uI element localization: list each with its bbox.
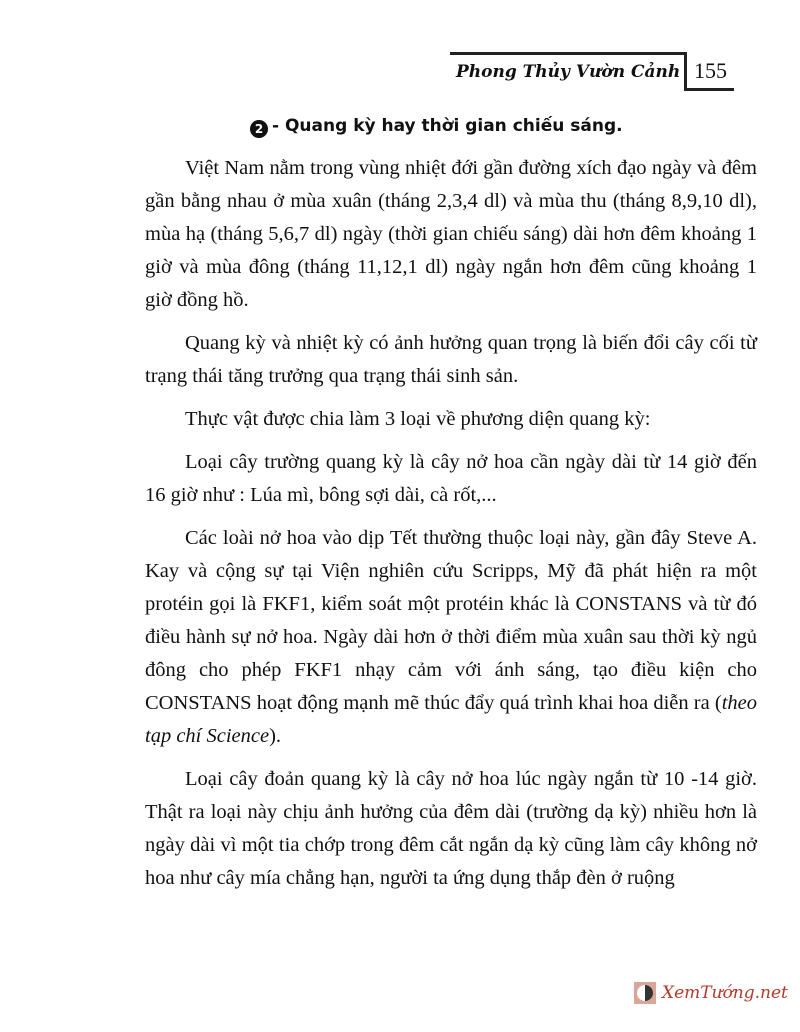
- header-rule-bottom: [684, 88, 734, 91]
- paragraph: Loại cây trường quang kỳ là cây nở hoa cần ngày dài từ 14 giờ đến 16 giờ như : Lúa mì, bông sợi dài, cà rốt,...: [145, 451, 757, 506]
- header-rule-vertical: [684, 52, 687, 90]
- yin-yang-icon: [634, 982, 656, 1004]
- paragraph: Việt Nam nằm trong vùng nhiệt đới gần đường xích đạo ngày và đêm gần bằng nhau ở mùa xuân (tháng 2,3,4 dl) và mùa thu (tháng 8,9,10 dl), mùa hạ (tháng 5,6,7 dl) ngày (thời gian chiếu sáng) dài hơn đêm khoảng 1 giờ và mùa đông (tháng 11,12,1 dl) ngày ngắn hơn đêm cũng khoảng 1 giờ đồng hồ.: [145, 157, 757, 311]
- paren-open: (: [714, 692, 722, 714]
- paragraph: [145, 522, 757, 753]
- paragraph: Loại cây đoản quang kỳ là cây nở hoa lúc ngày ngắn từ 10 -14 giờ. Thật ra loại này chịu ảnh hưởng của đêm dài (trường dạ kỳ) nhiều hơn là ngày dài vì một tia chớp trong đêm cắt ngắn dạ kỳ cũng làm cây không nở hoa như cây mía chẳng hạn, người ta ứng dụng thắp đèn ở ruộng: [145, 768, 757, 889]
- page-number: 155: [694, 58, 727, 83]
- watermark: [634, 982, 788, 1004]
- watermark-text: XemTướng.net: [662, 983, 788, 1003]
- section-heading-text: - Quang kỳ hay thời gian chiếu sáng.: [272, 116, 623, 136]
- section-heading: [250, 116, 623, 138]
- paragraph: Quang kỳ và nhiệt kỳ có ảnh hưởng quan trọng là biến đổi cây cối từ trạng thái tăng trưởng qua trạng thái sinh sản.: [145, 332, 757, 387]
- running-header: [450, 52, 730, 97]
- body-text: [145, 152, 757, 905]
- paren-close: ).: [269, 725, 282, 747]
- number-bullet-icon: 2: [250, 120, 268, 138]
- citation: theo tạp chí Science: [145, 692, 757, 747]
- paragraph-text: Các loài nở hoa vào dịp Tết thường thuộc loại này, gần đây Steve A. Kay và cộng sự tại Viện nghiên cứu Scripps, Mỹ đã phát hiện ra một protéin gọi là FKF1, kiểm soát một protéin khác là CONSTANS và từ đó điều hành sự nở hoa. Ngày dài hơn ở thời điểm mùa xuân sau thời kỳ ngủ đông cho phép FKF1 nhạy cảm với ánh sáng, tạo điều kiện cho CONSTANS hoạt động mạnh mẽ thúc đẩy quá trình khai hoa diễn ra: [145, 527, 757, 714]
- running-title: Phong Thủy Vườn Cảnh: [456, 62, 681, 82]
- paragraph: Thực vật được chia làm 3 loại về phương diện quang kỳ:: [185, 408, 651, 430]
- header-rule: [450, 52, 685, 55]
